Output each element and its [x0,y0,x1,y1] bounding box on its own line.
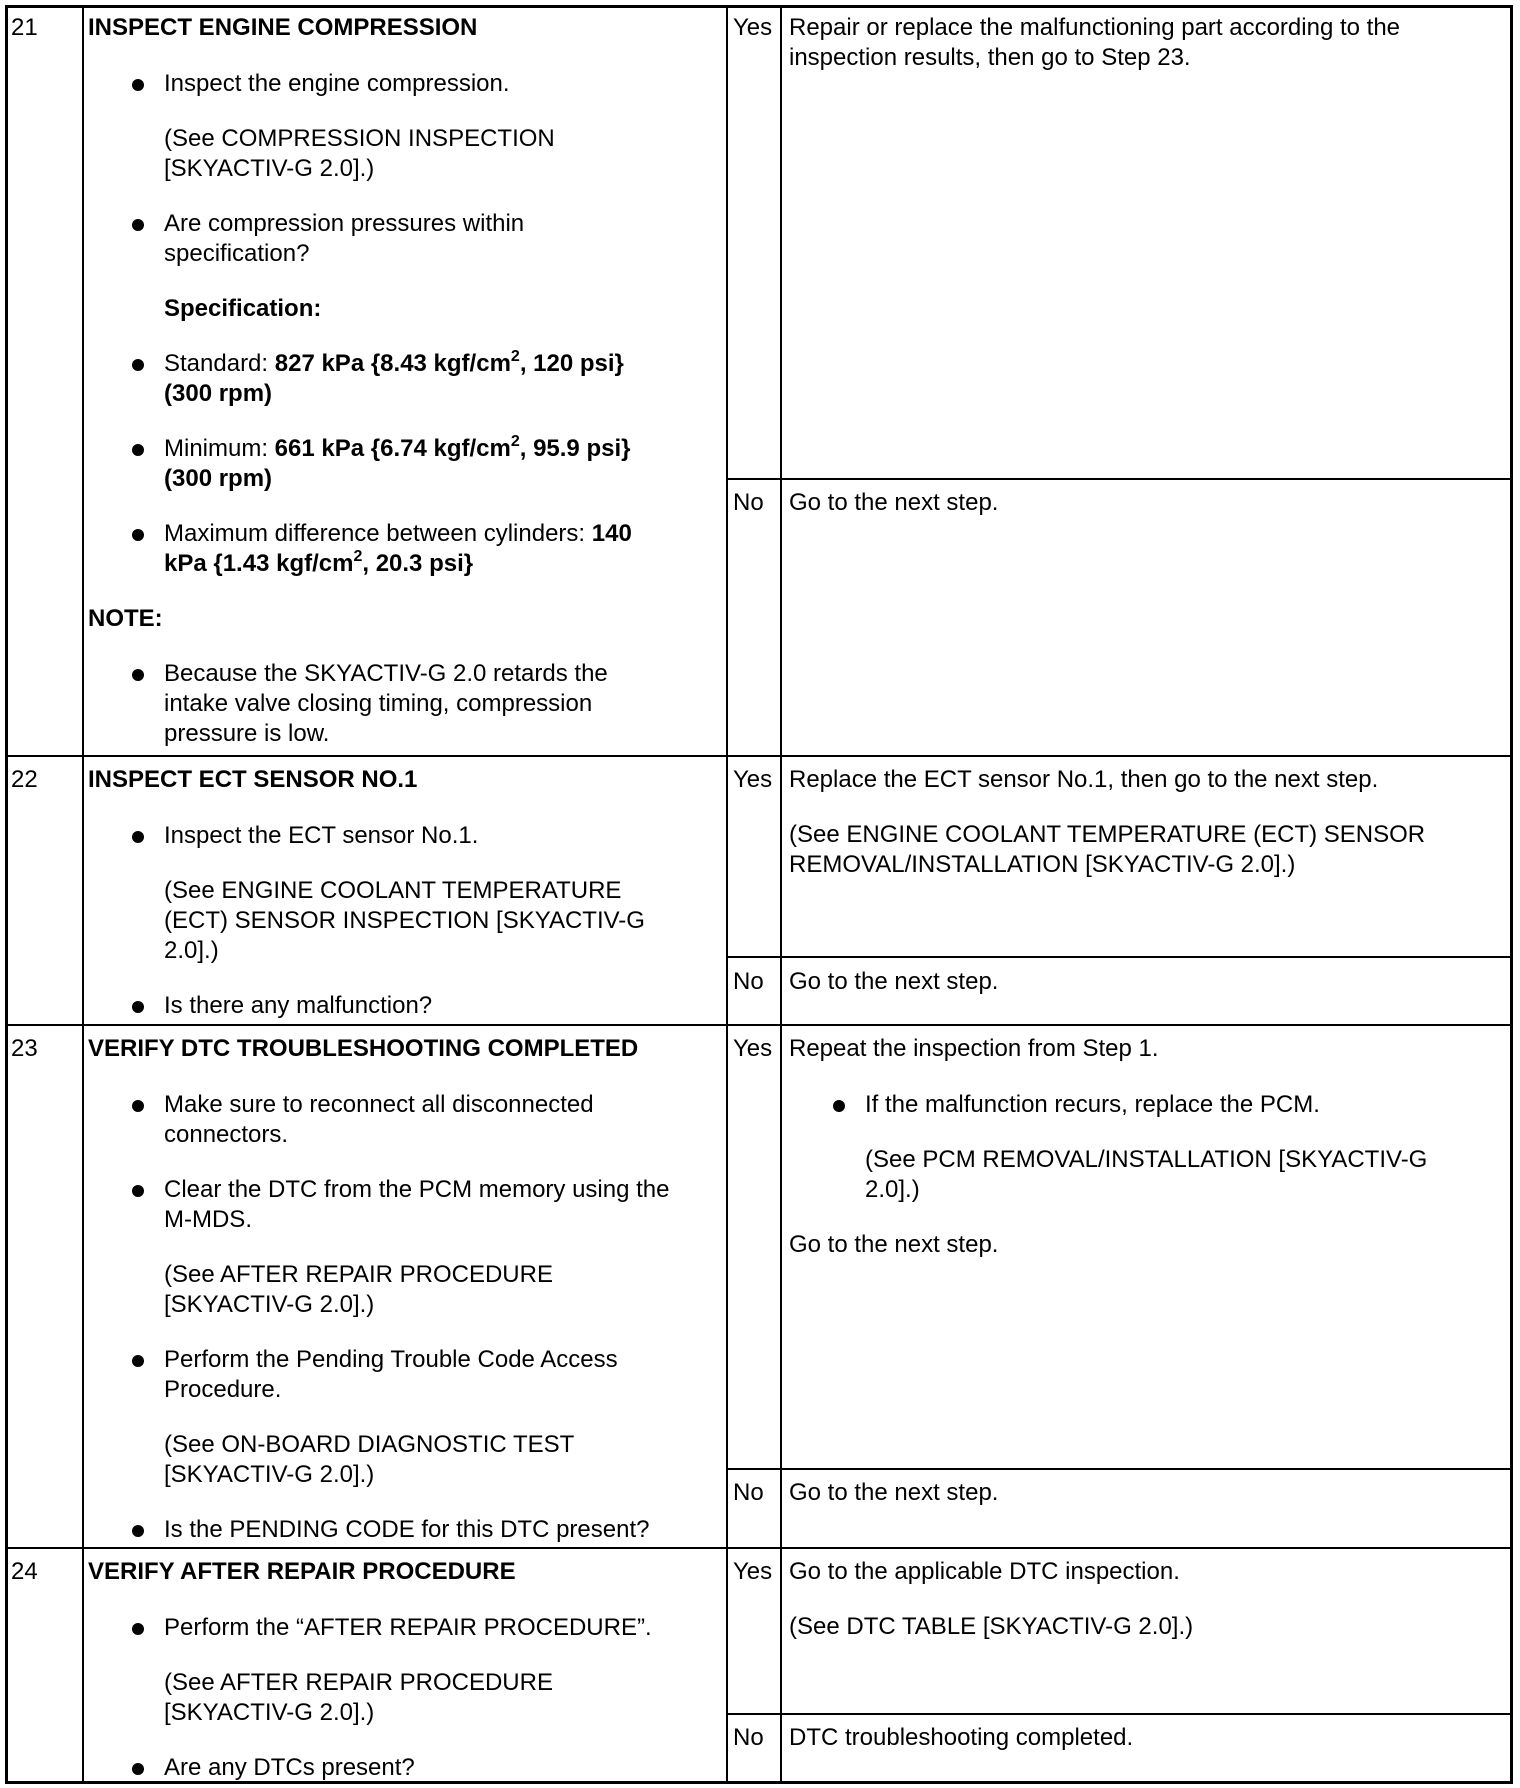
spec-minimum-value: 661 kPa {6.74 kgf/cm [274,435,511,462]
row-divider-22-23 [5,1024,1513,1026]
yes-no-divider-23 [726,1468,1513,1470]
no-action-line: DTC troubleshooting completed. [789,1724,1134,1751]
step-number: 23 [11,1035,38,1062]
step-number: 21 [11,14,38,41]
reference-line: (See ON-BOARD DIAGNOSTIC TEST [164,1431,575,1458]
yes-no-divider-22 [726,956,1513,958]
spec-maximum-difference [164,519,632,549]
yes-no-divider-21 [726,478,1513,480]
table-border-top [5,5,1513,8]
yes-label: Yes [733,1035,773,1062]
yes-reference-line: (See ENGINE COOLANT TEMPERATURE (ECT) SENSOR [789,821,1426,848]
column-divider-step [82,5,84,1784]
step-title: INSPECT ENGINE COMPRESSION [88,14,478,41]
reference-line: [SKYACTIV-G 2.0].) [164,1291,375,1318]
instruction-line: M-MDS. [164,1206,252,1233]
no-action-line: Go to the next step. [789,1479,999,1506]
yes-reference-line: (See DTC TABLE [SKYACTIV-G 2.0].) [789,1613,1194,1640]
step-title: VERIFY DTC TROUBLESHOOTING COMPLETED [88,1035,639,1062]
table-border-left [5,5,8,1784]
step-title: INSPECT ECT SENSOR NO.1 [88,766,418,793]
note-label: NOTE: [88,605,163,632]
no-label: No [733,968,764,995]
question-line: Is the PENDING CODE for this DTC present? [164,1516,650,1543]
yes-label: Yes [733,14,773,41]
instruction-line: connectors. [164,1121,289,1148]
spec-standard [164,349,624,379]
reference-line: (See AFTER REPAIR PROCEDURE [164,1669,553,1696]
spec-maximum-kpa: kPa {1.43 kgf/cm [164,550,354,577]
bullet-icon [833,1100,845,1112]
bullet-icon [132,219,144,231]
specification-label: Specification: [164,295,322,322]
bullet-icon [132,1623,144,1635]
spec-minimum-rpm: (300 rpm) [164,465,273,492]
bullet-icon [132,831,144,843]
spec-standard-psi: , 120 psi} [519,350,624,377]
yes-action-line: Go to the next step. [789,1231,999,1258]
bullet-icon [132,529,144,541]
yes-action-line: Go to the applicable DTC inspection. [789,1558,1180,1585]
yes-reference-line: (See PCM REMOVAL/INSTALLATION [SKYACTIV-G [865,1146,1428,1173]
question-line: Are compression pressures within [164,210,525,237]
note-line: intake valve closing timing, compression [164,690,593,717]
spec-minimum-label: Minimum: [164,435,275,462]
bullet-icon [132,359,144,371]
instruction-line: Make sure to reconnect all disconnected [164,1091,594,1118]
reference-line: (See AFTER REPAIR PROCEDURE [164,1261,553,1288]
row-divider-21-22 [5,755,1513,757]
inspection-instruction: Inspect the engine compression. [164,70,510,97]
column-divider-inspection [726,5,728,1784]
instruction-line: Perform the Pending Trouble Code Access [164,1346,618,1373]
bullet-icon [132,1185,144,1197]
no-label: No [733,1479,764,1506]
question-line: Is there any malfunction? [164,992,433,1019]
reference-line: 2.0].) [164,937,219,964]
reference-line: [SKYACTIV-G 2.0].) [164,155,375,182]
instruction-line: Procedure. [164,1376,282,1403]
bullet-icon [132,1100,144,1112]
no-action-line: Go to the next step. [789,489,999,516]
reference-line: (ECT) SENSOR INSPECTION [SKYACTIV-G [164,907,645,934]
yes-action-line: Repeat the inspection from Step 1. [789,1035,1159,1062]
bullet-icon [132,669,144,681]
superscript: 2 [510,433,520,450]
spec-maximum-psi: , 20.3 psi} [362,550,474,577]
spec-maximum-value: 140 [591,520,632,547]
yes-reference-line: REMOVAL/INSTALLATION [SKYACTIV-G 2.0].) [789,851,1296,878]
superscript: 2 [510,348,520,365]
step-number: 24 [11,1558,38,1585]
superscript: 2 [353,548,363,565]
reference-line: (See COMPRESSION INSPECTION [164,125,555,152]
spec-minimum [164,434,630,464]
reference-line: (See ENGINE COOLANT TEMPERATURE [164,877,622,904]
yes-label: Yes [733,766,773,793]
column-divider-yesno [780,5,782,1784]
yes-action-line: Replace the ECT sensor No.1, then go to the next step. [789,766,1379,793]
note-line: pressure is low. [164,720,330,747]
instruction-line: Clear the DTC from the PCM memory using the [164,1176,670,1203]
spec-standard-label: Standard: [164,350,275,377]
spec-maximum-label: Maximum difference between cylinders: [164,520,592,547]
reference-line: [SKYACTIV-G 2.0].) [164,1461,375,1488]
note-line: Because the SKYACTIV-G 2.0 retards the [164,660,608,687]
bullet-icon [132,79,144,91]
yes-reference-line: 2.0].) [865,1176,920,1203]
no-label: No [733,1724,764,1751]
yes-action-line: Repair or replace the malfunctioning part according to the [789,14,1401,41]
bullet-icon [132,1355,144,1367]
spec-standard-rpm: (300 rpm) [164,380,273,407]
table-border-right [1510,5,1513,1784]
instruction-line: Perform the “AFTER REPAIR PROCEDURE”. [164,1614,652,1641]
yes-bullet-line: If the malfunction recurs, replace the PCM. [865,1091,1320,1118]
bullet-icon [132,444,144,456]
question-line: specification? [164,240,310,267]
row-divider-23-24 [5,1547,1513,1549]
step-number: 22 [11,766,38,793]
no-label: No [733,489,764,516]
yes-action-line: inspection results, then go to Step 23. [789,44,1191,71]
no-action-line: Go to the next step. [789,968,999,995]
spec-maximum-value-cont [164,549,473,579]
step-title: VERIFY AFTER REPAIR PROCEDURE [88,1558,516,1585]
yes-no-divider-24 [726,1713,1513,1715]
reference-line: [SKYACTIV-G 2.0].) [164,1699,375,1726]
inspection-instruction: Inspect the ECT sensor No.1. [164,822,479,849]
yes-label: Yes [733,1558,773,1585]
question-line: Are any DTCs present? [164,1754,415,1781]
spec-minimum-psi: , 95.9 psi} [519,435,631,462]
spec-standard-value: 827 kPa {8.43 kgf/cm [274,350,511,377]
bullet-icon [132,1763,144,1775]
bullet-icon [132,1525,144,1537]
bullet-icon [132,1001,144,1013]
